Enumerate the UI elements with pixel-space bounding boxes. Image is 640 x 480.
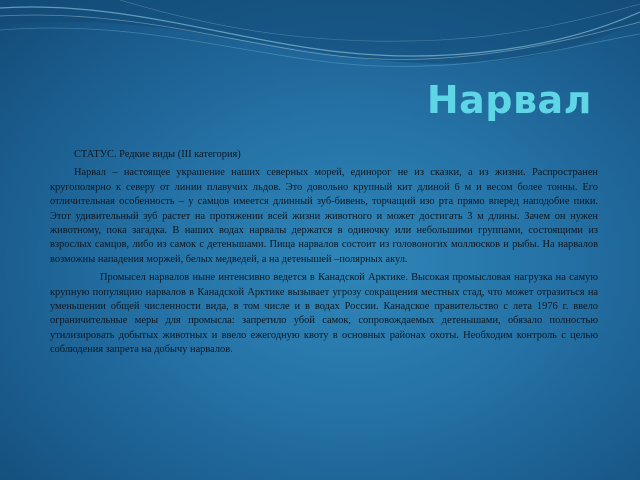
paragraph-description: Нарвал – настоящее украшение наших северных морей, единорог не из сказки, а из жизни. Распространен кругополярно к северу от линии плавучих льдов. Это довольно крупный кит длиной 6 м и весом более тонны. Его отличительная особенность – у самцов имеется длинный зуб-бивень, торчащий изо рта прямо вперед наподобие пики. Этот удивительный зуб растет на протяжении всей жизни животного и может достигать 3 м длины. Зачем он нужен животному, пока загадка. В наших водах нарвалы держатся в одиночку или небольшими группами, состоящими из взрослых самцов, либо из самок с детенышами. Пища нарвалов состоит из головоногих моллюсков и рыбы. На нарвалов возможны нападения моржей, белых медведей, а на детенышей –полярных акул. [50,167,598,265]
slide-title: Нарвал [426,78,592,122]
status-line: СТАТУС. Редкие виды (III категория) [74,149,241,160]
paragraph-fishing: Промысел нарвалов ныне интенсивно ведется в Канадской Арктике. Высокая промысловая нагрузка на самую крупную популяцию нарвалов в Канадской Арктике вызывает угрозу сокращения местных стад, что может отразиться на уменьшении общей численности вида, в том числе и в водах России. Канадское правительство с лета 1976 г. ввело ограничительные меры для промысла: запретило убой самок, сопровождаемых детенышами, обязало полностью утилизировать добытых животных и ввело ежегодную квоту в основных районах охоты. Необходим контроль с целью соблюдения запрета на добычу нарвалов. [50,272,598,356]
slide-body [50,148,598,358]
